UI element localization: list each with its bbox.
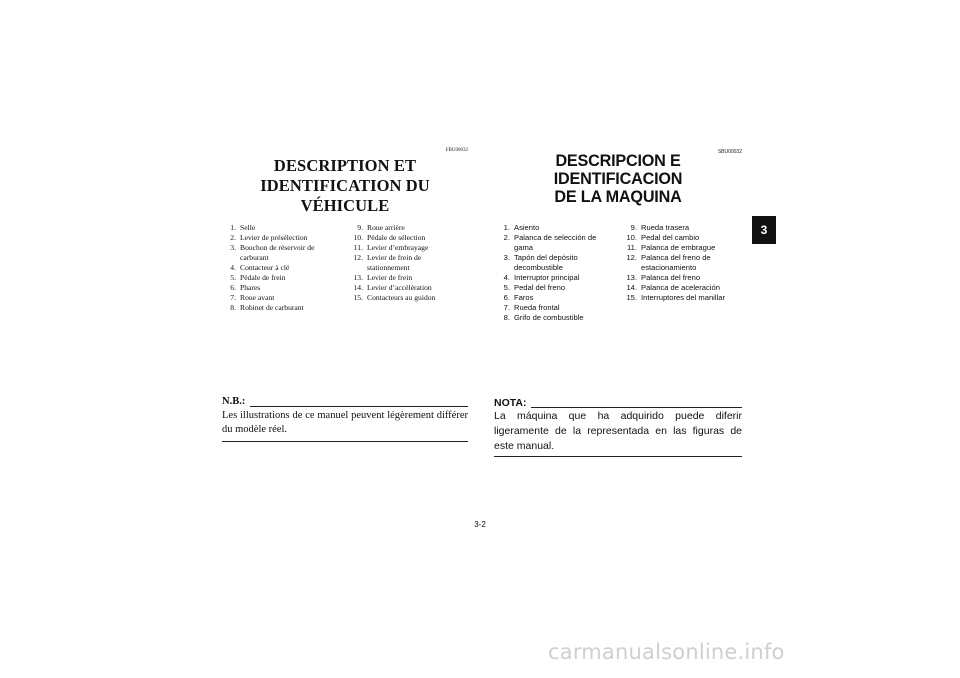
title-es-line1: DESCRIPCION E IDENTIFICACION <box>553 152 683 188</box>
list-item: 11. Levier d’embrayage <box>353 243 429 252</box>
note-rule-top-fr <box>250 406 468 407</box>
list-item: 3. Bouchon de réservoir de carburant <box>230 243 315 262</box>
title-fr-line1: DESCRIPTION ET <box>273 156 417 175</box>
list-item: 13. Palanca del freno <box>626 273 701 282</box>
section-title-fr <box>222 156 468 216</box>
list-item: 2. Levier de présélection <box>230 233 308 242</box>
list-item: 10. Pédale de sélection <box>353 233 426 242</box>
list-item: 8. Robinet de carburant <box>230 303 304 312</box>
list-item: 8. Grifo de combustible <box>503 313 584 322</box>
list-item: 1. Asiento <box>503 223 540 232</box>
note-heading-es: NOTA: <box>494 397 527 409</box>
section-title-es <box>494 152 742 206</box>
list-item: 14. Levier d’accélération <box>353 283 432 292</box>
title-fr-line2: IDENTIFICATION DU VÉHICULE <box>260 176 430 215</box>
section-code-es: SBU00032 <box>717 149 742 155</box>
list-item: 15. Contacteurs au guidon <box>353 293 436 302</box>
list-item: 10. Pedal del cambio <box>626 233 700 242</box>
note-text-es: La máquina que ha adquirido puede diferir ligeramente de la representada en las figuras de este manual. <box>494 410 742 452</box>
list-item: 2. Palanca de selección de gama <box>503 233 597 252</box>
list-item: 5. Pédale de frein <box>230 273 286 282</box>
list-item: 7. Roue avant <box>230 293 275 302</box>
note-rule-bottom-fr <box>222 441 468 442</box>
list-item: 6. Phares <box>230 283 261 292</box>
site-watermark: carmanualsonline.info <box>548 640 785 664</box>
title-es-line2: DE LA MAQUINA <box>554 188 682 206</box>
list-item: 1. Selle <box>230 223 256 232</box>
list-item: 12. Palanca del freno de estacionamiento <box>626 253 711 272</box>
note-rule-top-es <box>531 407 742 408</box>
list-item: 13. Levier de frein <box>353 273 413 282</box>
list-item: 3. Tapón del depósito decombustible <box>503 253 578 272</box>
list-item: 14. Palanca de aceleración <box>626 283 720 292</box>
list-item: 7. Rueda frontal <box>503 303 560 312</box>
parts-list-fr-col1 <box>224 223 334 313</box>
parts-list-es-col2 <box>622 223 746 303</box>
parts-list-es-col1 <box>497 223 609 323</box>
chapter-tab: 3 <box>752 216 776 244</box>
list-item: 9. Rueda trasera <box>630 223 690 232</box>
parts-list-fr-col2 <box>348 223 463 303</box>
note-heading-fr: N.B.: <box>222 396 246 407</box>
section-code-fr: FBU00032 <box>445 148 468 153</box>
note-rule-bottom-es <box>494 456 742 457</box>
list-item: 5. Pedal del freno <box>503 283 566 292</box>
list-item: 6. Faros <box>503 293 534 302</box>
list-item: 11. Palanca de embrague <box>627 243 716 252</box>
page-number: 3-2 <box>474 520 486 529</box>
note-text-fr: Les illustrations de ce manuel peuvent légèrement différer du modèle réel. <box>222 410 468 435</box>
list-item: 15. Interruptores del manillar <box>626 293 725 302</box>
list-item: 9. Roue arrière <box>357 223 405 232</box>
list-item: 4. Interruptor principal <box>503 273 580 282</box>
list-item: 12. Levier de frein de stationnement <box>353 253 422 272</box>
list-item: 4. Contacteur à clé <box>230 263 290 272</box>
